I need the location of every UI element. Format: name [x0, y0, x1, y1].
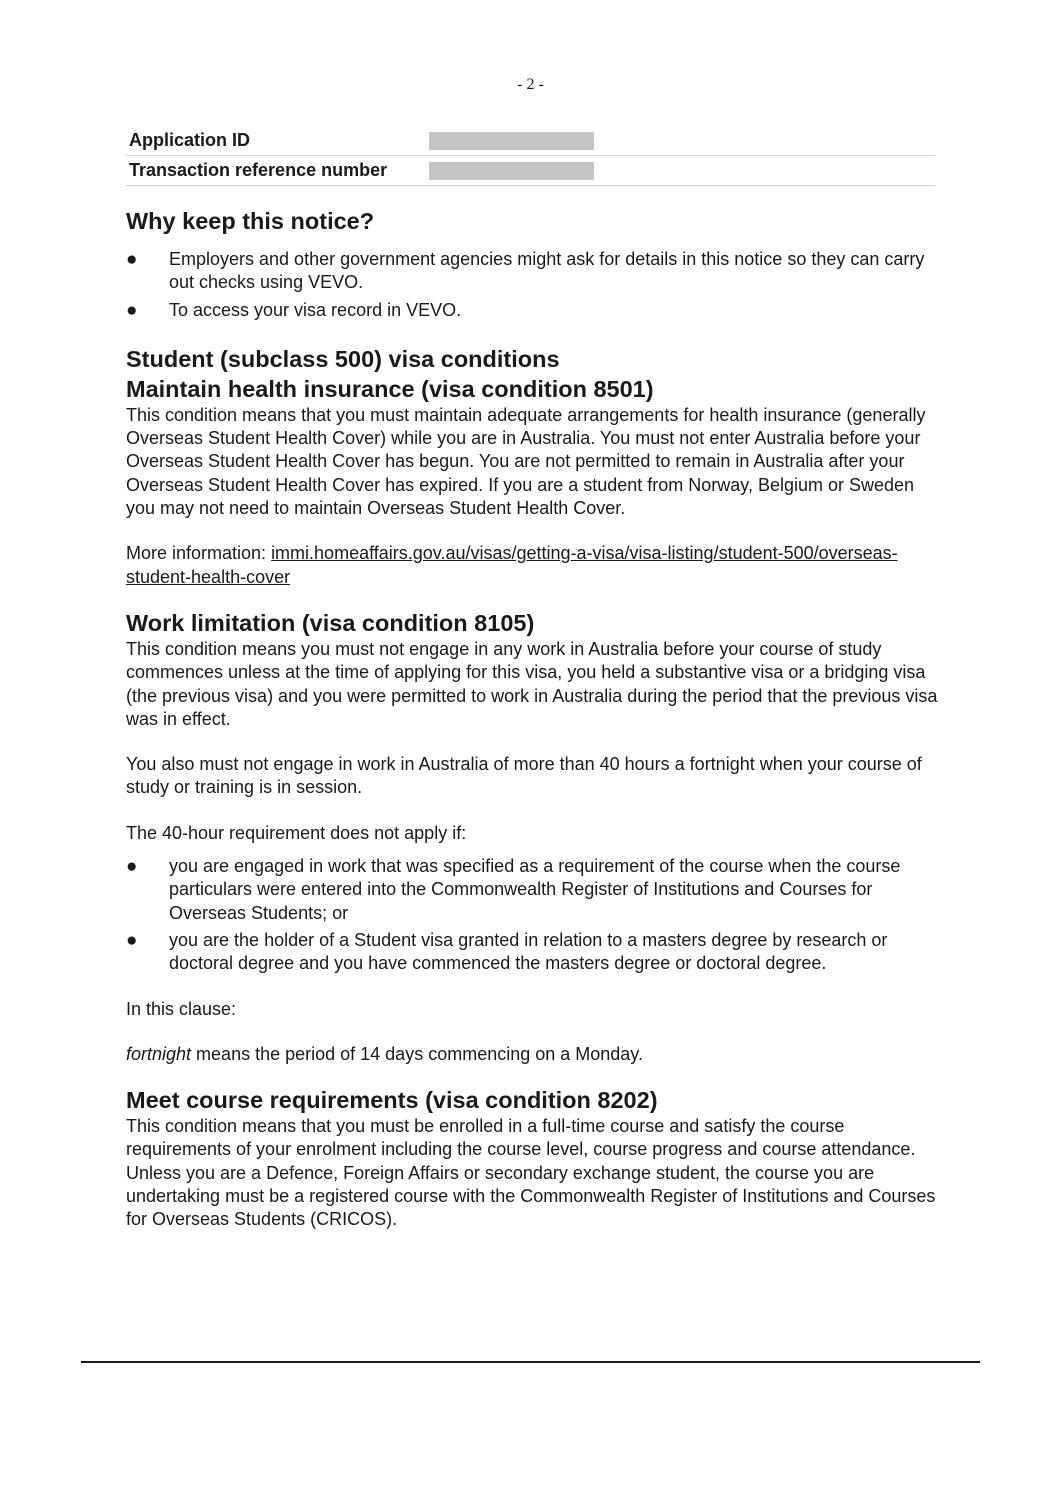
application-id-row	[126, 126, 935, 156]
notice-content	[126, 206, 941, 1232]
transaction-reference-row	[126, 156, 935, 186]
bullet-icon: ●	[126, 929, 138, 951]
work-limitation-para-2: You also must not engage in work in Australia of more than 40 hours a fortnight when your course of study or training is in session.	[126, 754, 922, 798]
why-keep-list	[126, 248, 941, 322]
bullet-icon: ●	[126, 856, 138, 878]
course-requirements-body: This condition means that you must be enrolled in a full-time course and satisfy the course requirements of your enrolment including the course level, course progress and course attendance. Unless you are a Defence, Foreign Affairs or secondary exchange student, the course you are undertaking must be a registered course with the Commonwealth Register of Institutions and Courses for Overseas Students (CRICOS).	[126, 1116, 936, 1230]
student-conditions-heading: Student (subclass 500) visa conditions	[126, 345, 560, 372]
clause-intro: In this clause:	[126, 998, 237, 1019]
application-id-label: Application ID	[129, 130, 250, 150]
list-item: ● Employers and other government agencies might ask for details in this notice so they can carry out checks using VEVO.	[126, 249, 925, 293]
transaction-reference-redacted-value	[429, 162, 594, 180]
work-limitation-heading: Work limitation (visa condition 8105)	[126, 609, 535, 636]
page-number: - 2 -	[517, 76, 544, 93]
application-id-redacted-value	[429, 132, 594, 150]
list-item: ● you are the holder of a Student visa granted in relation to a masters degree by research or doctoral degree and you have commenced the masters degree or doctoral degree.	[126, 929, 888, 974]
transaction-reference-label: Transaction reference number	[129, 160, 388, 180]
why-keep-heading: Why keep this notice?	[126, 208, 375, 234]
list-item: ● you are engaged in work that was specified as a requirement of the course when the course particulars were entered into the Commonwealth Register of Institutions and Courses for Overseas Students; or	[126, 856, 901, 923]
health-insurance-heading: Maintain health insurance (visa condition 8501)	[126, 375, 654, 402]
work-limitation-para-3: The 40-hour requirement does not apply if:	[126, 822, 467, 843]
work-limitation-para-1: This condition means you must not engage in any work in Australia before your course of study commences unless at the time of applying for this visa, you held a substantive visa or a bridging visa (the previous visa) and you were permitted to work in Australia during the period that the previous visa was in effect.	[126, 638, 938, 729]
health-insurance-body: This condition means that you must maintain adequate arrangements for health insurance (generally Overseas Student Health Cover) while you are in Australia. You must not enter Australia before your Overseas Student Health Cover has begun. You are not permitted to remain in Australia after your Overseas Student Health Cover has expired. If you are a student from Norway, Belgium or Sweden you may not need to maintain Overseas Student Health Cover.	[126, 404, 926, 519]
id-table	[126, 126, 935, 186]
bullet-icon: ●	[126, 249, 138, 270]
footer-divider	[81, 1361, 980, 1363]
health-cover-link[interactable]: immi.homeaffairs.gov.au/visas/getting-a-visa/visa-listing/student-500/overseas-student-health-cover	[126, 543, 898, 587]
list-item: ● To access your visa record in VEVO.	[126, 299, 462, 321]
more-information: More information: immi.homeaffairs.gov.au/visas/getting-a-visa/visa-listing/student-500/overseas-student-health-cover	[126, 543, 898, 587]
definition-term: fortnight	[126, 1043, 192, 1064]
bullet-icon: ●	[126, 299, 138, 321]
fortnight-definition: fortnight means the period of 14 days commencing on a Monday.	[126, 1043, 643, 1064]
course-requirements-heading: Meet course requirements (visa condition 8202)	[126, 1087, 658, 1114]
exceptions-list	[126, 855, 941, 975]
